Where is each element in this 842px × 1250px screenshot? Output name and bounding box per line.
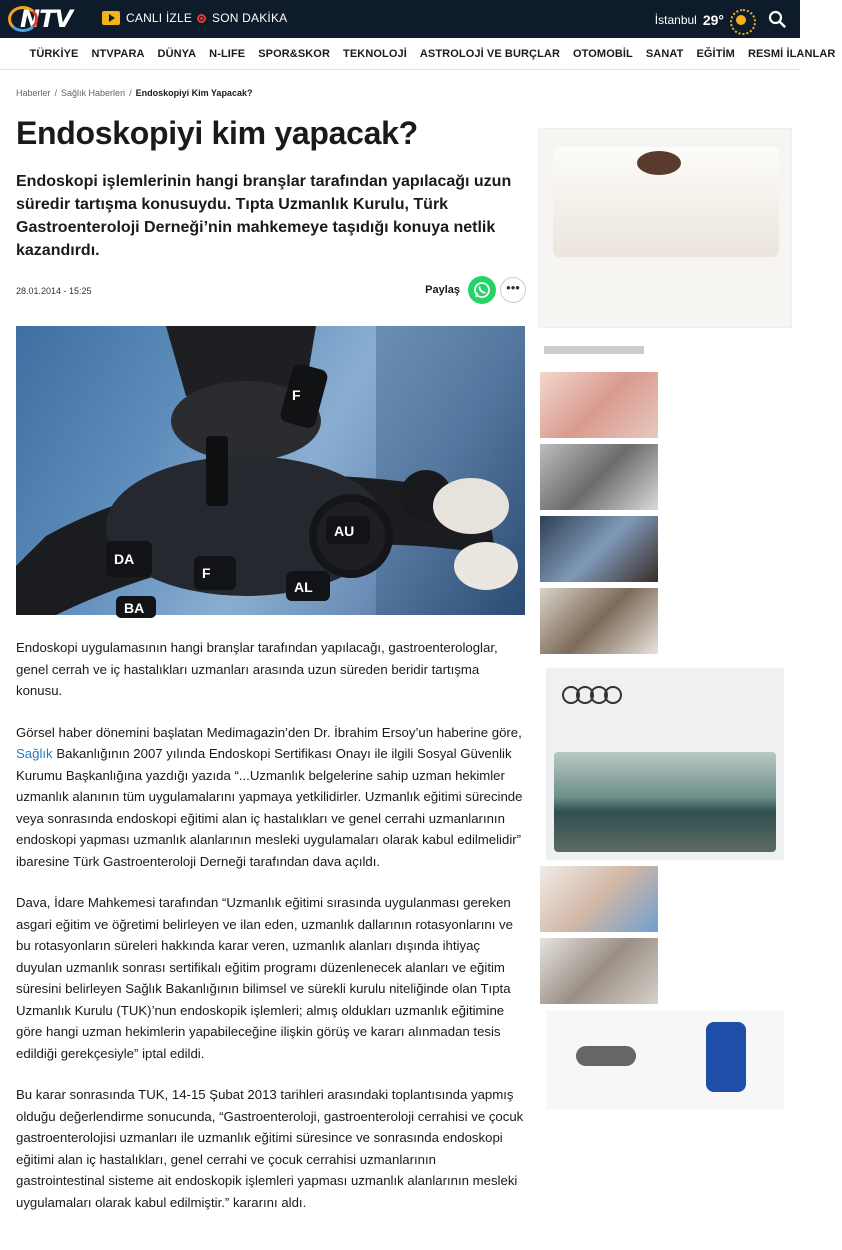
nav-item-astroloji[interactable]: ASTROLOJİ VE BURÇLAR	[419, 47, 560, 60]
breadcrumb-current: Endoskopiyi Kim Yapacak?	[135, 88, 253, 98]
article-hero-image	[16, 326, 525, 615]
article-meta	[16, 276, 526, 306]
breaking-news-link[interactable]	[197, 11, 287, 25]
article-title: Endoskopiyi kim yapacak?	[16, 115, 418, 151]
breadcrumb-separator: /	[54, 88, 58, 98]
nav-item-resmi-ilanlar[interactable]: RESMİ İLANLAR	[747, 47, 836, 60]
article-paragraph-2	[16, 722, 528, 873]
ad-product-accent	[637, 151, 681, 175]
ad-shoe-image	[576, 1046, 636, 1066]
hero-label-ba: BA	[124, 600, 145, 616]
sidebar-heading	[544, 346, 644, 354]
news-thumbnail	[540, 938, 658, 1004]
live-stream-link[interactable]	[102, 11, 192, 25]
live-stream-label: CANLI İZLE	[126, 11, 193, 25]
car-brand-logo	[562, 686, 622, 704]
article-paragraph-4: Bu karar sonrasında TUK, 14-15 Şubat 2013 tarihleri arasındaki toplantısında yapmış olduğu değerlendirme sonucunda, “Gastroenteroloji, gastroenteroloji cerrahisi ve çocuk gastroenterolojisi uzmanları ile uzmanlık eğitimi süresince ve sonrasında endoskopi eğitimi alan iç hastalıkları, genel cerrahi ve çocuk cerrahisi uzmanlarının gastrointestinal sisteme ait endoskopik işlemleri yapması uzmanlık alanlarının mesleki uygulamaları olarak kabul edilmiştir.” kararını aldı.	[16, 1087, 524, 1210]
whatsapp-icon	[473, 281, 491, 299]
nav-item-ntvpara[interactable]: NTVPARA	[91, 47, 145, 60]
news-thumbnail	[540, 444, 658, 510]
article-body	[16, 637, 528, 1233]
breadcrumb-section[interactable]: Sağlık Haberleri	[61, 88, 126, 98]
news-thumbnail	[540, 588, 658, 654]
sidebar-news-item[interactable]	[538, 516, 796, 584]
search-icon[interactable]	[768, 10, 786, 28]
main-nav	[0, 38, 836, 70]
sun-icon	[730, 9, 752, 31]
weather-city: İstanbul	[654, 13, 697, 27]
ad-car-image	[554, 752, 776, 852]
breadcrumb-home[interactable]: Haberler	[16, 88, 51, 98]
sidebar-news-item[interactable]	[538, 444, 796, 512]
ntv-logo[interactable]	[12, 5, 72, 33]
nav-item-teknoloji[interactable]: TEKNOLOJİ	[343, 47, 407, 60]
sidebar-news-item[interactable]	[538, 588, 796, 656]
play-tv-icon	[102, 11, 120, 25]
ad-jacket-image	[706, 1022, 746, 1092]
weather-temperature: 29°	[702, 12, 724, 28]
top-bar	[0, 0, 800, 38]
ad-banner-top[interactable]	[538, 128, 792, 328]
hero-label-f2: F	[202, 565, 211, 581]
whatsapp-share-button[interactable]	[468, 276, 496, 304]
news-thumbnail	[540, 866, 658, 932]
hero-label-f1: F	[292, 387, 301, 403]
weather-widget[interactable]	[655, 9, 752, 31]
endoscope-illustration	[16, 326, 525, 615]
logo-ring-icon	[8, 6, 38, 32]
sidebar-news-item[interactable]	[538, 938, 796, 1006]
nav-item-dunya[interactable]: DÜNYA	[157, 47, 197, 60]
logo-text: NTV	[20, 5, 73, 33]
nav-item-sanat[interactable]: SANAT	[645, 47, 684, 60]
nav-item-turkiye[interactable]: TÜRKİYE	[29, 47, 79, 60]
nav-items	[23, 48, 842, 60]
sidebar-news-item[interactable]	[538, 372, 796, 440]
article-date: 28.01.2014 - 15:25	[16, 286, 92, 296]
saglik-link[interactable]: Sağlık	[16, 746, 53, 761]
ad-banner-bottom[interactable]	[546, 1010, 784, 1110]
ad-banner-car[interactable]	[546, 668, 784, 860]
breadcrumb-separator: /	[129, 88, 132, 98]
sidebar-news-item[interactable]	[538, 866, 796, 934]
breaking-dot-icon	[197, 14, 206, 23]
nav-item-nlife[interactable]: N-LIFE	[209, 47, 246, 60]
news-thumbnail	[540, 516, 658, 582]
paragraph-2-lead: Görsel haber dönemini başlatan Medimagazin’den Dr. İbrahim Ersoy’un haberine göre,	[16, 724, 522, 740]
hero-label-al: AL	[294, 579, 313, 595]
breadcrumb	[16, 88, 252, 98]
nav-item-sporskor[interactable]: SPOR&SKOR	[258, 47, 331, 60]
paragraph-2-rest: Bakanlığının 2007 yılında Endoskopi Sertifikası Onayı ile ilgili Sosyal Güvenlik Kurumu Başkanlığına yazdığı yazıda “...Uzmanlık belgelerine sahip uzman hekimler uzmanlık alanının tüm uygulamalarını yapmaya yetkilidirler. Uzmanlık eğitimi sürecinde veya sonrasında endoskopi eğitimi alan iç hastalıkları ve genel cerrahi uzmanlarının endoskopi yapması uzmanlık alanlarının mesleki uygulamaları olarak kabul edilmelidir” ibaresine Türk Gastroenteroloji Derneği tarafından dava açıldı.	[16, 746, 523, 869]
article-paragraph-1: Endoskopi uygulamasının hangi branşlar tarafından yapılacağı, gastroenterologlar, genel cerrah ve iç hastalıkları uzmanları arasında uzun süreden beridir tartışma konusu.	[16, 640, 498, 698]
share-label: Paylaş	[425, 284, 460, 296]
article-spot: Endoskopi işlemlerinin hangi branşlar tarafından yapılacağı uzun süredir tartışma konusuydu. Tıpta Uzmanlık Kurulu, Türk Gastroenteroloji Derneği’nin mahkemeye taşıdığı konuya netlik kazandırdı.	[16, 173, 512, 259]
more-share-button[interactable]: •••	[500, 277, 526, 303]
article-paragraph-3: Dava, İdare Mahkemesi tarafından “Uzmanlık eğitimi sırasında uygulanması gereken asgari eğitim ve öğretimi belirleyen ve ilan eden, uzmanlık dallarının rotasyonlarını ve bu rotasyonların süreleri hakkında karar veren, uzmanlık alanları dışında ihtiyaç duyulan uzmanlık sonrası sertifikalı eğitim programı düzenlenecek alanları ve eğitim süresini belirleyen Sağlık Bakanlığının bilimsel ve sürekli kurulu niteliğinde olan Tıpta Uzmanlık Kurulu (TUK)’nun endoskopik işlemleri; almış oldukları uzmanlık eğitimine göre hangi uzman hekimlerin yapabileceğine ilişkin görüş ve kararı alınmadan tesis edildiği gerekçesiyle” iptal edildi.	[16, 895, 513, 1061]
hero-label-da: DA	[114, 551, 135, 567]
nav-item-otomobil[interactable]: OTOMOBİL	[573, 47, 633, 60]
breaking-news-label: SON DAKİKA	[212, 11, 288, 25]
nav-item-egitim[interactable]: EĞİTİM	[696, 47, 735, 60]
hero-label-au: AU	[334, 523, 355, 539]
news-thumbnail	[540, 372, 658, 438]
